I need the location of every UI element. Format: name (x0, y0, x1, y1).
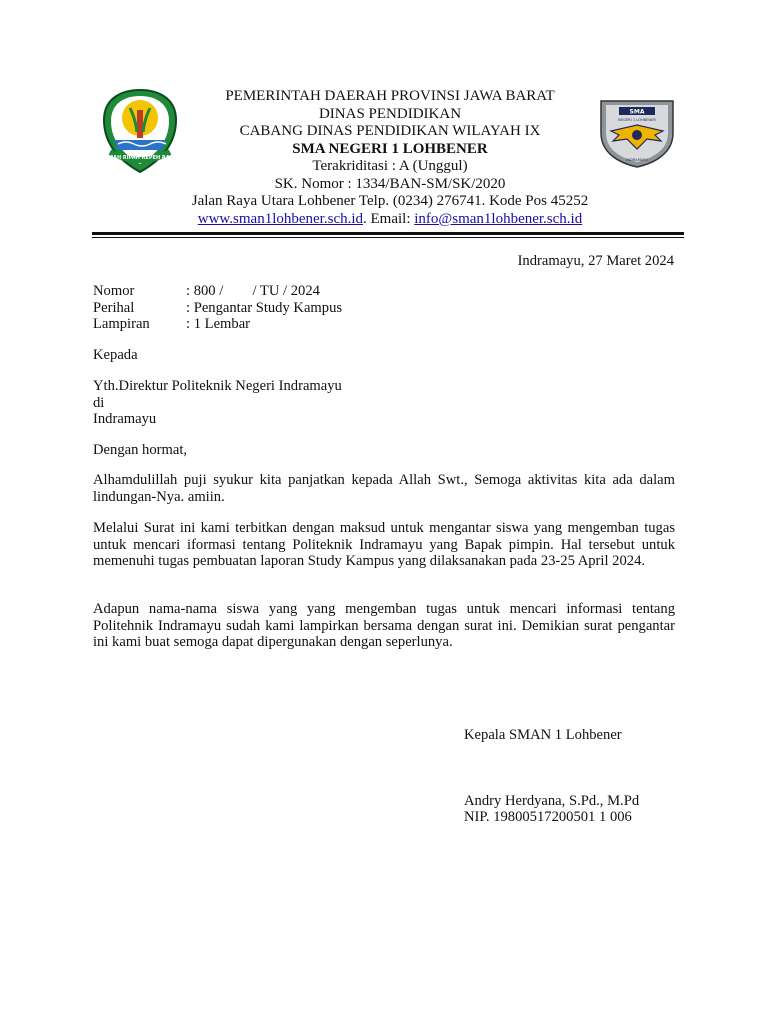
meta-perihal-label: Perihal (93, 299, 135, 316)
letterhead-branch: CABANG DINAS PENDIDIKAN WILAYAH IX (239, 123, 541, 139)
signature-nip: NIP. 19800517200501 1 006 (464, 809, 632, 825)
letterhead-government: PEMERINTAH DAERAH PROVINSI JAWA BARAT (225, 88, 555, 104)
meta-nomor-value: : 800 / / TU / 2024 (186, 283, 320, 299)
body-paragraph-3: Adapun nama-nama siswa yang yang mengemban tugas untuk mencari informasi tentang Politehnik Indramayu sudah kami lampirkan bersama dengan surat ini. Demikian surat pengantar ini kami buat semoga dapat dipergunakan dengan seperlunya. (93, 601, 675, 650)
letterhead-accreditation: Terakriditasi : A (Unggul) (312, 158, 468, 174)
recipient-kepada: Kepada (93, 347, 138, 363)
meta-row-perihal (93, 300, 342, 317)
letter-date: Indramayu, 27 Maret 2024 (517, 253, 674, 269)
emblem-motto: GEMAH RIPAH REPEH RAPIH (100, 155, 180, 161)
meta-nomor-label: Nomor (93, 283, 135, 299)
letterhead (160, 88, 620, 228)
website-link[interactable]: www.sman1lohbener.sch.id (197, 210, 364, 227)
email-link[interactable]: info@sman1lohbener.sch.id (414, 210, 583, 227)
signature-name: Andry Herdyana, S.Pd., M.Pd (464, 793, 640, 809)
body-paragraph-2: Melalui Surat ini kami terbitkan dengan maksud untuk mengantar siswa yang mengemban tugas untuk mencari iformasi tentang Politeknik Indramayu yang Bapak pimpin. Hal tersebut untuk memenuhi tugas pembuatan laporan Study Kampus yang dilaksanakan pada 23-25 April 2024. (93, 520, 675, 569)
meta-perihal-value: : Pengantar Study Kampus (186, 299, 343, 316)
letterhead-department: DINAS PENDIDIKAN (318, 105, 462, 122)
recipient-block (93, 378, 675, 428)
recipient-di: di (93, 394, 105, 411)
letterhead-address: Jalan Raya Utara Lohbener Telp. (0234) 276741. Kode Pos 45252 (191, 193, 589, 209)
crest-school-name: NEGERI 1 LOHBENER (618, 118, 656, 122)
meta-lampiran-label: Lampiran (93, 316, 150, 332)
meta-lampiran-value: : 1 Lembar (186, 316, 251, 332)
letterhead-contact (160, 211, 620, 229)
recipient-name: Yth.Direktur Politeknik Negeri Indramayu (93, 378, 342, 394)
recipient-city: Indramayu (93, 411, 157, 427)
signature-title: Kepala SMAN 1 Lohbener (464, 727, 622, 743)
letterhead-divider-thick (92, 232, 684, 235)
letterhead-sk-number: SK. Nomor : 1334/BAN-SM/SK/2020 (274, 175, 506, 192)
email-label: . Email: (363, 210, 415, 227)
body-paragraph-1: Alhamdulillah puji syukur kita panjatkan kepada Allah Swt., Semoga aktivitas kita ada dalam lindungan-Nya. amiin. (93, 472, 675, 505)
meta-row-nomor (93, 283, 342, 300)
letter-meta (93, 283, 342, 333)
salutation: Dengan hormat, (93, 442, 188, 458)
letterhead-divider-thin (92, 237, 684, 238)
letterhead-school-name: SMA NEGERI 1 LOHBENER (292, 140, 488, 157)
crest-sma-text: SMA (629, 108, 645, 116)
crest-city: INDRAMAYU (626, 158, 648, 162)
meta-row-lampiran (93, 316, 342, 333)
